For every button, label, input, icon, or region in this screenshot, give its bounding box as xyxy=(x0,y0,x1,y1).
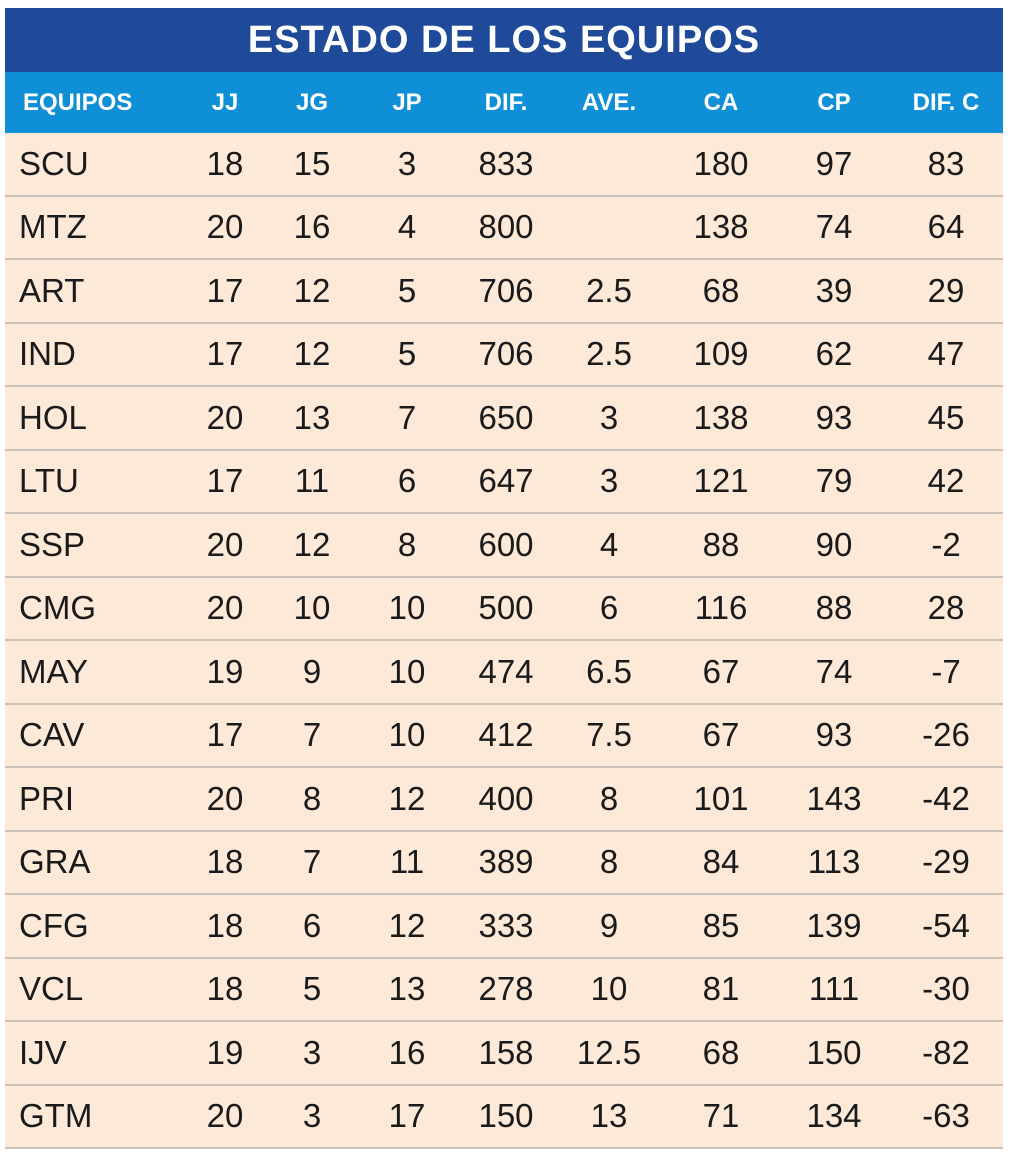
cell-cp: 39 xyxy=(815,271,853,309)
cell-dif-c: 64 xyxy=(927,208,965,246)
cell-dif: 278 xyxy=(478,970,534,1008)
cell-team: ART xyxy=(19,271,85,309)
table-row xyxy=(5,1086,1003,1150)
cell-dif-c: -42 xyxy=(922,779,970,817)
cell-jg: 10 xyxy=(293,589,331,627)
cell-cp: 139 xyxy=(806,906,862,944)
cell-jg: 9 xyxy=(302,652,322,690)
cell-team: IND xyxy=(19,335,76,373)
cell-dif-c: -29 xyxy=(922,843,970,881)
title-bar xyxy=(5,8,1003,72)
cell-dif-c: 42 xyxy=(927,462,965,500)
cell-cp: 113 xyxy=(807,843,861,881)
cell-jj: 20 xyxy=(206,779,244,817)
cell-dif-c: -2 xyxy=(931,525,961,563)
cell-dif: 412 xyxy=(478,716,534,754)
table-row xyxy=(5,133,1003,197)
table-row xyxy=(5,197,1003,261)
cell-ave: 6.5 xyxy=(586,652,632,690)
cell-ca: 68 xyxy=(702,1033,740,1071)
cell-dif: 647 xyxy=(478,462,534,500)
cell-dif: 389 xyxy=(478,843,534,881)
cell-ave: 8 xyxy=(599,843,619,881)
cell-dif-c: -63 xyxy=(922,1097,970,1135)
cell-jp: 6 xyxy=(397,462,417,500)
cell-dif-c: -7 xyxy=(931,652,961,690)
table-row xyxy=(5,832,1003,896)
table-row xyxy=(5,895,1003,959)
cell-ca: 68 xyxy=(702,271,740,309)
cell-dif: 706 xyxy=(478,335,534,373)
column-header-ca: CA xyxy=(703,88,739,116)
cell-cp: 74 xyxy=(815,652,853,690)
cell-jg: 12 xyxy=(293,525,331,563)
cell-team: CMG xyxy=(19,589,96,627)
cell-ave: 4 xyxy=(599,525,619,563)
cell-team: IJV xyxy=(19,1033,67,1071)
cell-jg: 8 xyxy=(302,779,322,817)
cell-ave: 13 xyxy=(590,1097,628,1135)
cell-ca: 67 xyxy=(702,716,740,754)
cell-ca: 121 xyxy=(693,462,749,500)
cell-team: MTZ xyxy=(19,208,87,246)
table-body xyxy=(5,133,1003,1149)
cell-cp: 143 xyxy=(806,779,862,817)
cell-jg: 3 xyxy=(302,1097,322,1135)
cell-jj: 17 xyxy=(206,271,244,309)
cell-cp: 79 xyxy=(815,462,853,500)
cell-dif-c: 45 xyxy=(927,398,965,436)
cell-team: HOL xyxy=(19,398,87,436)
cell-dif-c: -26 xyxy=(922,716,970,754)
cell-jj: 17 xyxy=(206,462,244,500)
cell-jj: 17 xyxy=(206,335,244,373)
cell-cp: 150 xyxy=(806,1033,862,1071)
cell-dif: 150 xyxy=(478,1097,534,1135)
cell-jp: 11 xyxy=(389,843,425,881)
table-row xyxy=(5,578,1003,642)
cell-team: CFG xyxy=(19,906,89,944)
cell-dif: 800 xyxy=(478,208,534,246)
cell-ca: 101 xyxy=(693,779,749,817)
cell-team: SCU xyxy=(19,144,89,182)
cell-jp: 3 xyxy=(397,144,417,182)
cell-jg: 5 xyxy=(302,970,322,1008)
cell-dif: 474 xyxy=(478,652,534,690)
cell-jj: 20 xyxy=(206,208,244,246)
table-row xyxy=(5,768,1003,832)
table-title: ESTADO DE LOS EQUIPOS xyxy=(247,18,761,61)
cell-ca: 138 xyxy=(693,398,749,436)
cell-team: GRA xyxy=(19,843,91,881)
table-row xyxy=(5,260,1003,324)
cell-ave: 12.5 xyxy=(576,1033,642,1071)
cell-jg: 7 xyxy=(302,716,322,754)
cell-cp: 134 xyxy=(806,1097,862,1135)
cell-ca: 109 xyxy=(693,335,749,373)
cell-dif-c: 28 xyxy=(927,589,965,627)
table-row xyxy=(5,705,1003,769)
cell-dif-c: 83 xyxy=(927,144,965,182)
cell-cp: 97 xyxy=(815,144,853,182)
cell-dif: 500 xyxy=(478,589,534,627)
cell-jp: 5 xyxy=(397,271,417,309)
cell-dif: 706 xyxy=(478,271,534,309)
cell-jj: 20 xyxy=(206,1097,244,1135)
column-header-ave: AVE. xyxy=(581,88,637,116)
cell-jg: 15 xyxy=(293,144,331,182)
cell-jp: 12 xyxy=(388,779,426,817)
cell-ave: 3 xyxy=(599,462,619,500)
cell-dif-c: -30 xyxy=(922,970,970,1008)
cell-dif: 600 xyxy=(478,525,534,563)
cell-cp: 93 xyxy=(815,398,853,436)
cell-team: CAV xyxy=(19,716,85,754)
cell-jj: 17 xyxy=(206,716,244,754)
column-header-jg: JG xyxy=(295,88,328,116)
cell-jp: 17 xyxy=(388,1097,426,1135)
table-row xyxy=(5,959,1003,1023)
cell-dif: 833 xyxy=(478,144,534,182)
cell-ca: 84 xyxy=(702,843,740,881)
cell-ca: 81 xyxy=(702,970,740,1008)
cell-jg: 16 xyxy=(293,208,331,246)
cell-jp: 8 xyxy=(397,525,417,563)
cell-jp: 4 xyxy=(397,208,417,246)
cell-ave: 8 xyxy=(599,779,619,817)
cell-jj: 18 xyxy=(206,906,244,944)
cell-team: GTM xyxy=(19,1097,93,1135)
cell-dif: 158 xyxy=(478,1033,534,1071)
cell-ave: 3 xyxy=(599,398,619,436)
cell-jp: 12 xyxy=(388,906,426,944)
cell-jg: 12 xyxy=(293,271,331,309)
cell-dif-c: -82 xyxy=(922,1033,970,1071)
cell-ave: 7.5 xyxy=(586,716,632,754)
cell-ca: 180 xyxy=(693,144,749,182)
cell-ca: 88 xyxy=(702,525,740,563)
cell-jp: 10 xyxy=(388,716,426,754)
cell-ave: 2.5 xyxy=(586,335,632,373)
cell-jj: 20 xyxy=(206,398,244,436)
cell-jj: 19 xyxy=(206,652,244,690)
table-row xyxy=(5,387,1003,451)
cell-dif-c: -54 xyxy=(922,906,970,944)
cell-team: VCL xyxy=(19,970,84,1008)
cell-jg: 13 xyxy=(293,398,331,436)
standings-table xyxy=(5,8,1003,1149)
cell-dif: 400 xyxy=(478,779,534,817)
cell-ca: 85 xyxy=(702,906,740,944)
cell-cp: 74 xyxy=(815,208,853,246)
cell-team: PRI xyxy=(19,779,75,817)
cell-jj: 18 xyxy=(206,144,244,182)
column-header-cp: CP xyxy=(817,88,851,116)
cell-dif-c: 47 xyxy=(927,335,965,373)
cell-jg: 6 xyxy=(302,906,322,944)
cell-team: SSP xyxy=(19,525,86,563)
table-row xyxy=(5,324,1003,388)
column-header-team: EQUIPOS xyxy=(23,88,133,116)
cell-dif: 333 xyxy=(478,906,534,944)
cell-jp: 10 xyxy=(388,652,426,690)
cell-ave: 6 xyxy=(599,589,619,627)
cell-cp: 90 xyxy=(815,525,853,563)
cell-dif: 650 xyxy=(478,398,534,436)
cell-ave: 2.5 xyxy=(586,271,632,309)
cell-jj: 18 xyxy=(206,843,244,881)
cell-ca: 67 xyxy=(702,652,740,690)
cell-jg: 3 xyxy=(302,1033,322,1071)
cell-jj: 20 xyxy=(206,525,244,563)
column-header-dif: DIF. xyxy=(484,88,528,116)
table-row xyxy=(5,641,1003,705)
table-row xyxy=(5,451,1003,515)
cell-dif-c: 29 xyxy=(927,271,965,309)
cell-jj: 20 xyxy=(206,589,244,627)
cell-team: LTU xyxy=(19,462,79,500)
cell-ca: 116 xyxy=(694,589,748,627)
cell-jp: 16 xyxy=(388,1033,426,1071)
cell-jp: 10 xyxy=(388,589,426,627)
cell-ave: 9 xyxy=(599,906,619,944)
cell-jg: 11 xyxy=(294,462,330,500)
cell-jj: 19 xyxy=(206,1033,244,1071)
cell-cp: 111 xyxy=(808,970,860,1008)
cell-jp: 5 xyxy=(397,335,417,373)
cell-ca: 138 xyxy=(693,208,749,246)
cell-jg: 12 xyxy=(293,335,331,373)
cell-cp: 88 xyxy=(815,589,853,627)
cell-ave: 10 xyxy=(590,970,628,1008)
column-header-dif-c: DIF. C xyxy=(912,88,980,116)
header-row xyxy=(5,72,1003,133)
table-row xyxy=(5,1022,1003,1086)
cell-jp: 7 xyxy=(397,398,417,436)
cell-jj: 18 xyxy=(206,970,244,1008)
column-header-jj: JJ xyxy=(211,88,239,116)
cell-ca: 71 xyxy=(702,1097,740,1135)
cell-cp: 93 xyxy=(815,716,853,754)
table-row xyxy=(5,514,1003,578)
column-header-jp: JP xyxy=(392,88,422,116)
cell-team: MAY xyxy=(19,652,89,690)
cell-cp: 62 xyxy=(815,335,853,373)
cell-jp: 13 xyxy=(388,970,426,1008)
cell-jg: 7 xyxy=(302,843,322,881)
